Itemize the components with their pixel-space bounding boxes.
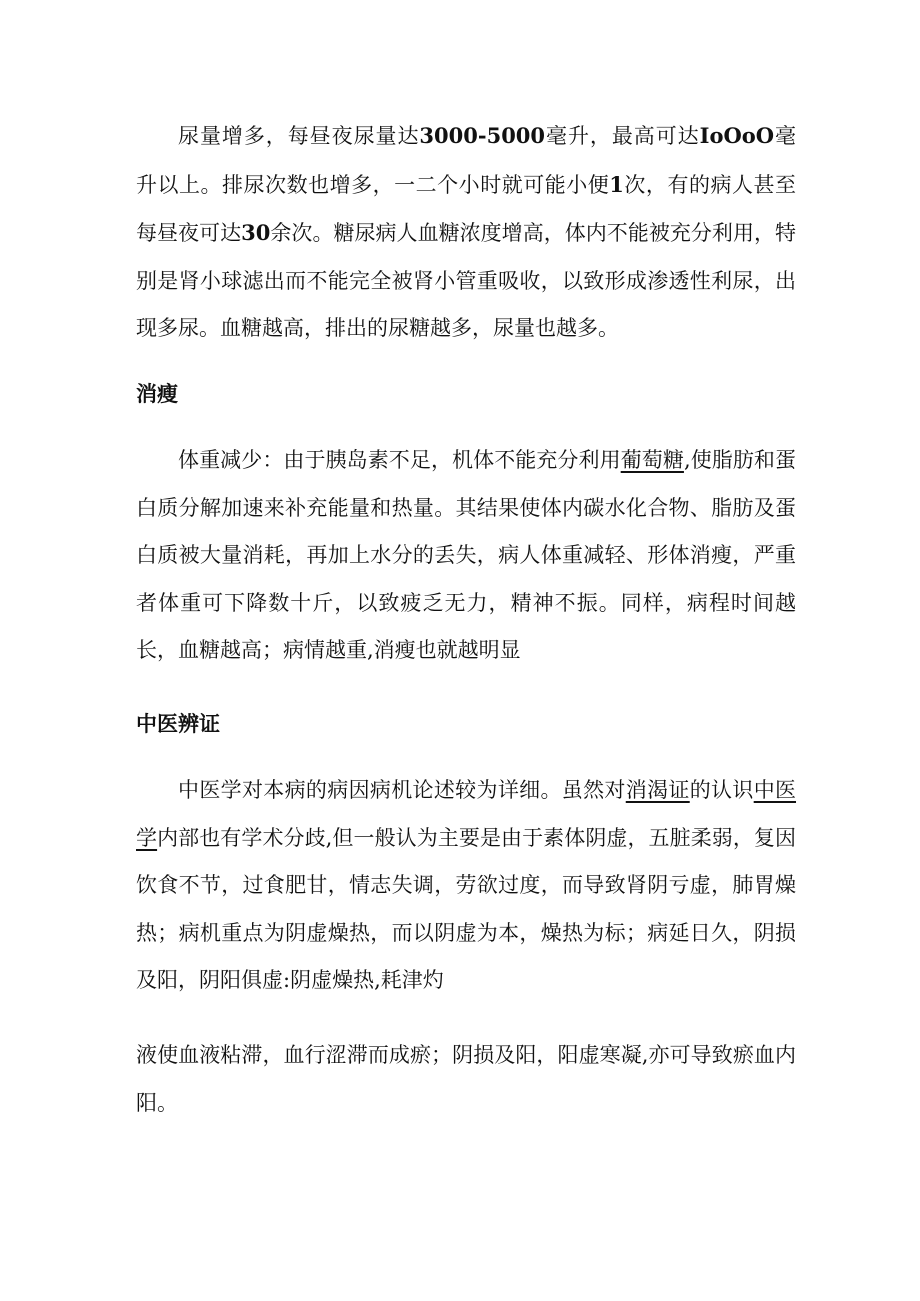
- number-max-volume: IoOoO: [699, 123, 775, 148]
- text-segment: 内部也有学术分歧,但一般认为主要是由于素体阴虚，五脏柔弱，复因饮食不节，过食肥甘，情志失调，劳欲过度，而导致肾阴亏虚，肺胃燥热；病机重点为阴虚燥热，而以阴虚为本，燥热为标；病延日久，阴损及阳，阴阳俱虚:阴虚燥热,耗津灼: [136, 825, 796, 992]
- number-urine-volume: 3000-5000: [419, 123, 546, 148]
- paragraph-polyuria: [136, 112, 796, 353]
- text-segment: 体重减少：由于胰岛素不足，机体不能充分利用: [178, 448, 621, 472]
- link-xiaoke-syndrome[interactable]: 消渴证: [625, 778, 690, 802]
- paragraph-continuation: 液使血液粘滞，血行涩滞而成瘀；阴损及阳，阳虚寒凝,亦可导致瘀血内阳。: [136, 1043, 796, 1115]
- text-segment: 毫升，最高可达: [545, 124, 700, 148]
- paragraph-tcm: [136, 767, 796, 1005]
- text-segment: 中医学对本病的病因病机论述较为详细。虽然对: [178, 778, 626, 802]
- text-segment: 尿量增多，每昼夜尿量达: [178, 124, 420, 148]
- link-glucose[interactable]: 葡萄糖: [620, 448, 684, 472]
- number-times: 30: [241, 220, 271, 245]
- number-frequency: 1: [609, 171, 624, 197]
- text-segment: 毫升以上。排尿次数也增多，一二个小时就可能小便: [136, 124, 797, 197]
- link-tcm[interactable]: 中医学: [136, 778, 797, 850]
- text-segment: 的认识: [689, 778, 754, 802]
- section-heading-tcm-diagnosis: 中医辨证: [136, 711, 220, 736]
- text-segment: 次，有的病人甚至每昼夜可达: [136, 172, 797, 245]
- section-heading-weight-loss: 消瘦: [136, 381, 178, 406]
- text-segment: ,使脂肪和蛋白质分解加速来补充能量和热量。其结果使体内碳水化合物、脂肪及蛋白质被大量消耗，再加上水分的丢失，病人体重减轻、形体消瘦，严重者体重可下降数十斤，以致疲乏无力，精神不振。同样，病程时间越长，血糖越高；病情越重,消瘦也就越明显: [136, 448, 797, 662]
- text-segment: 余次。糖尿病人血糖浓度增高，体内不能被充分利用，特别是肾小球滤出而不能完全被肾小管重吸收，以致形成渗透性利尿，出现多尿。血糖越高，排出的尿糖越多，尿量也越多。: [136, 221, 797, 340]
- paragraph-weight-loss: [136, 437, 796, 675]
